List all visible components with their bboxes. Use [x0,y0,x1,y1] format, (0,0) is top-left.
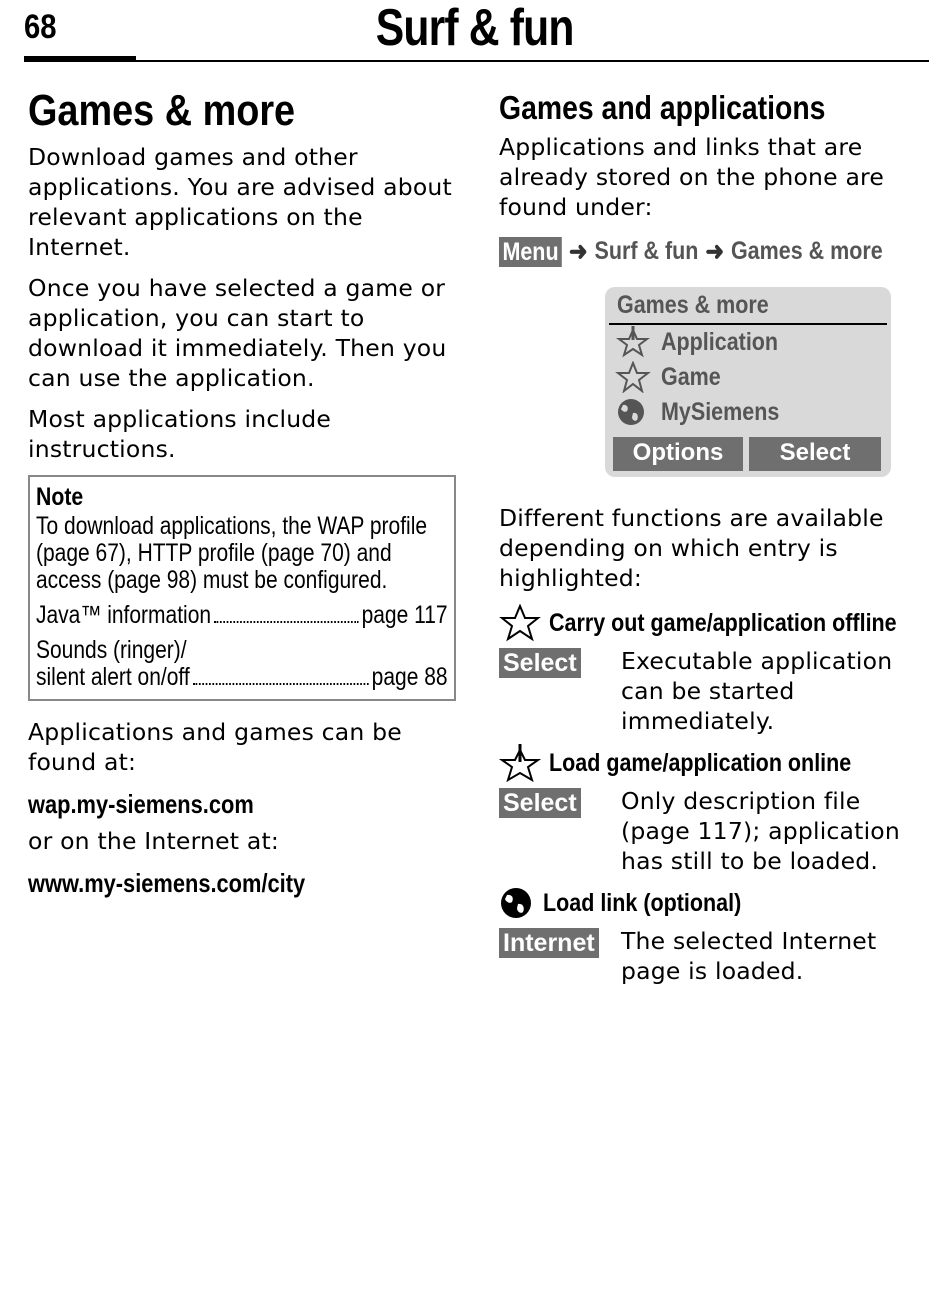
function-heading-text: Load game/application online [549,748,852,777]
menu-item-mysiemens[interactable] [615,395,799,429]
function-heading [499,884,919,922]
left-column [28,84,458,905]
display-title: Games & more [617,291,769,319]
function-heading [499,744,919,782]
menu-item-application[interactable] [615,325,797,359]
instructions-paragraph: Most applications include instructions. [28,405,332,463]
reference-page[interactable]: page 88 [371,663,448,691]
internet-paragraph: or on the Internet at: [28,827,280,855]
page-header [0,0,950,70]
select-softkey[interactable]: Select [499,788,581,818]
function-heading [499,604,919,642]
internet-softkey[interactable]: Internet [499,928,599,958]
function-row [499,786,919,876]
arrow-icon: ➜ [705,236,725,266]
menu-item-label: Application [661,327,779,356]
functions-paragraph: Different functions are available depending on which entry is highlighted: [499,504,884,592]
note-box [28,475,456,701]
function-heading-text: Carry out game/application offline [549,608,897,637]
note-reference [36,602,448,629]
stored-apps-paragraph: Applications and links that are already stored on the phone are found under: [499,133,885,221]
globe-icon [615,396,651,428]
intro-paragraph: Download games and other applications. You are advised about relevant applications on the Internet. [28,143,452,261]
function-description: Executable application can be started immediately. [621,647,893,735]
section-heading: Games & more [28,86,296,135]
arrow-icon: ➜ [568,236,588,266]
right-column [499,88,919,992]
menu-item-game[interactable] [615,360,730,394]
star-outline-icon [615,361,651,393]
reference-label: Java™ information [36,601,212,629]
menu-path [499,236,919,267]
leader-dots [193,664,368,685]
path-step: Games & more [730,237,883,265]
phone-display [605,287,891,477]
menu-item-label: MySiemens [661,397,780,426]
reference-label: silent alert on/off [36,663,190,691]
download-paragraph: Once you have selected a game or application, you can start to download it immediately. Then you can use the application. [28,274,447,392]
select-softkey[interactable]: Select [499,648,581,678]
section-heading: Games and applications [499,89,826,126]
function-description: The selected Internet page is loaded. [621,927,877,985]
page-number: 68 [24,8,57,46]
star-down-arrow-icon [499,744,541,782]
chapter-title: Surf & fun [376,0,574,57]
function-row [499,646,919,736]
options-softkey[interactable]: Options [613,437,743,471]
header-rule [24,60,929,62]
function-row [499,926,919,986]
reference-label-line1: Sounds (ringer)/ [36,636,187,664]
note-title: Note [36,483,84,511]
menu-softkey[interactable]: Menu [499,237,562,267]
function-description: Only description file (page 117); application has still to be loaded. [621,787,900,875]
function-heading-text: Load link (optional) [543,888,742,917]
note-text: To download applications, the WAP profile (page 67), HTTP profile (page 70) and access (page 98) must be configured. [36,512,428,594]
reference-page[interactable]: page 117 [361,601,448,629]
web-link[interactable]: www.my-siemens.com/city [28,868,306,898]
star-down-arrow-icon [615,326,651,358]
select-softkey[interactable]: Select [749,437,881,471]
globe-icon [499,884,535,922]
menu-item-label: Game [661,362,721,391]
note-reference [36,664,448,691]
path-step: Surf & fun [594,237,699,265]
leader-dots [214,602,358,623]
wap-link[interactable]: wap.my-siemens.com [28,789,254,819]
found-at-paragraph: Applications and games can be found at: [28,718,402,776]
star-outline-icon [499,604,541,642]
